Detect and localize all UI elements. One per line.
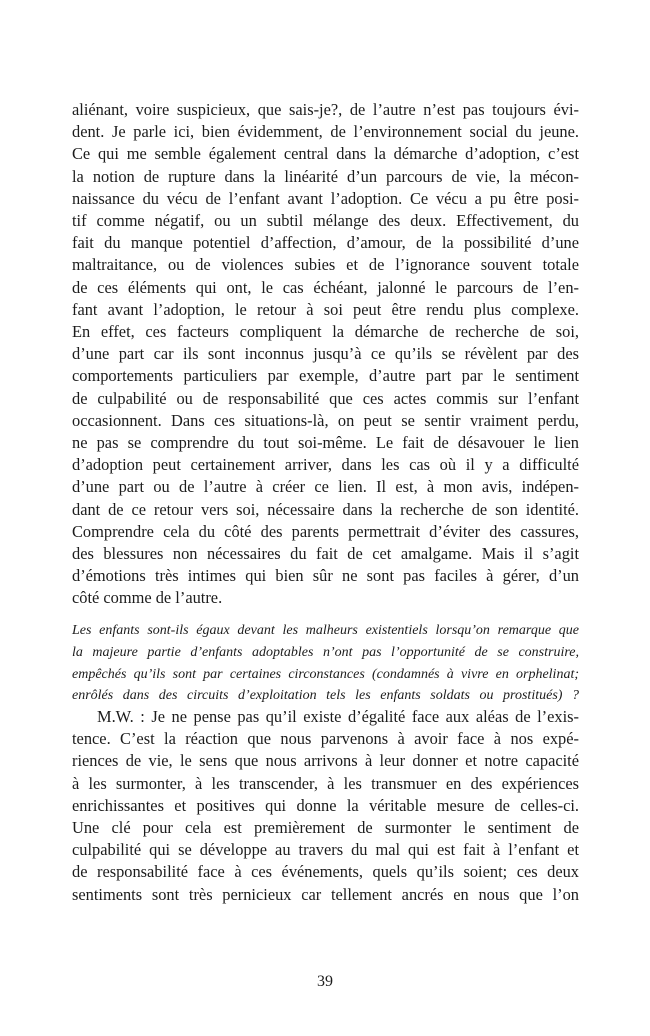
- text-line: la majeure partie d’enfants adoptables n’ont pas l’opportunité de se construire,: [72, 644, 579, 660]
- text-line: d’une part car ils sont inconnus jusqu’à ce qu’ils se révèlent par des: [72, 344, 579, 364]
- text-line: dant de ce retour vers soi, nécessaire dans la recherche de son identité.: [72, 499, 579, 519]
- body-paragraph-1: [72, 99, 579, 610]
- text-line: d’émotions très intimes qui bien sûr ne sont pas faciles à gérer, d’un: [72, 566, 579, 586]
- text-line: côté comme de l’autre.: [72, 588, 223, 608]
- text-line: fait du manque potentiel d’affection, d’amour, de la possibilité d’une: [72, 233, 579, 253]
- text-line: à les surmonter, à les transcender, à les transmuer en des expériences: [72, 773, 579, 793]
- text-line: fant avant l’adoption, le retour à soi peut être rendu plus complexe.: [72, 299, 579, 319]
- page-number: 39: [317, 973, 333, 990]
- interview-question: [72, 620, 579, 707]
- text-line: de culpabilité ou de responsabilité que ces actes commis sur l’enfant: [72, 388, 579, 408]
- text-line: culpabilité qui se développe au travers du mal qui est fait à l’enfant et: [72, 840, 579, 860]
- text-line: sentiments sont très pernicieux car tellement ancrés en nous que l’on: [72, 884, 579, 904]
- text-line: Ce qui me semble également central dans la démarche d’adoption, c’est: [72, 144, 579, 164]
- text-line: maltraitance, ou de violences subies et de l’ignorance souvent totale: [72, 255, 579, 275]
- text-line: enrichissantes et positives qui donne la véritable mesure de celles-ci.: [72, 795, 579, 815]
- text-line: aliénant, voire suspicieux, que sais-je?, de l’autre n’est pas toujours évi-: [72, 100, 579, 119]
- text-line: d’une part ou de l’autre à créer ce lien. Il est, à mon avis, indépen-: [72, 477, 579, 497]
- text-line: dent. Je parle ici, bien évidemment, de l’environnement social du jeune.: [72, 122, 579, 142]
- text-line: de responsabilité face à ces événements, quels qu’ils soient; ces deux: [72, 862, 579, 882]
- text-line: la notion de rupture dans la linéarité d’un parcours de vie, la mécon-: [72, 166, 579, 186]
- text-line: d’adoption peut certainement arriver, dans les cas où il y a difficulté: [72, 455, 579, 475]
- text-line: Les enfants sont-ils égaux devant les malheurs existentiels lorsqu’on remarque que: [72, 623, 579, 638]
- text-line: M.W. : Je ne pense pas qu’il existe d’égalité face aux aléas de l’exis-: [97, 707, 579, 726]
- text-line: empêchés qu’ils sont par certaines circonstances (condamnés à vivre en orphelinat;: [72, 666, 579, 682]
- text-line: des blessures non nécessaires du fait de cet amalgame. Mais il s’agit: [72, 544, 579, 564]
- text-line: ne pas se comprendre du tout soi-même. Le fait de désavouer le lien: [72, 433, 579, 453]
- text-line: tence. C’est la réaction que nous parvenons à avoir face à nos expé-: [72, 729, 579, 749]
- text-line: comportements particuliers par exemple, d’autre part par le sentiment: [72, 366, 579, 386]
- text-line: Une clé pour cela est premièrement de surmonter le sentiment de: [72, 818, 579, 838]
- text-line: Comprendre cela du côté des parents permettrait d’éviter des cassures,: [72, 521, 579, 541]
- body-paragraph-2: [72, 706, 579, 906]
- text-line: riences de vie, le sens que nous arrivons à leur donner et notre capacité: [72, 751, 579, 771]
- text-line: occasionnent. Dans ces situations-là, on peut se sentir vraiment perdu,: [72, 410, 579, 430]
- text-line: En effet, ces facteurs compliquent la démarche de recherche de soi,: [72, 322, 579, 342]
- text-line: tif comme négatif, ou un subtil mélange des deux. Effectivement, du: [72, 211, 579, 231]
- text-line: enrôlés dans des circuits d’exploitation tels les enfants soldats ou prostitués) ?: [72, 688, 579, 704]
- text-line: naissance du vécu de l’enfant avant l’adoption. Ce vécu a pu être posi-: [72, 188, 579, 208]
- text-line: de ces éléments qui ont, le cas échéant, jalonné le parcours de l’en-: [72, 277, 579, 297]
